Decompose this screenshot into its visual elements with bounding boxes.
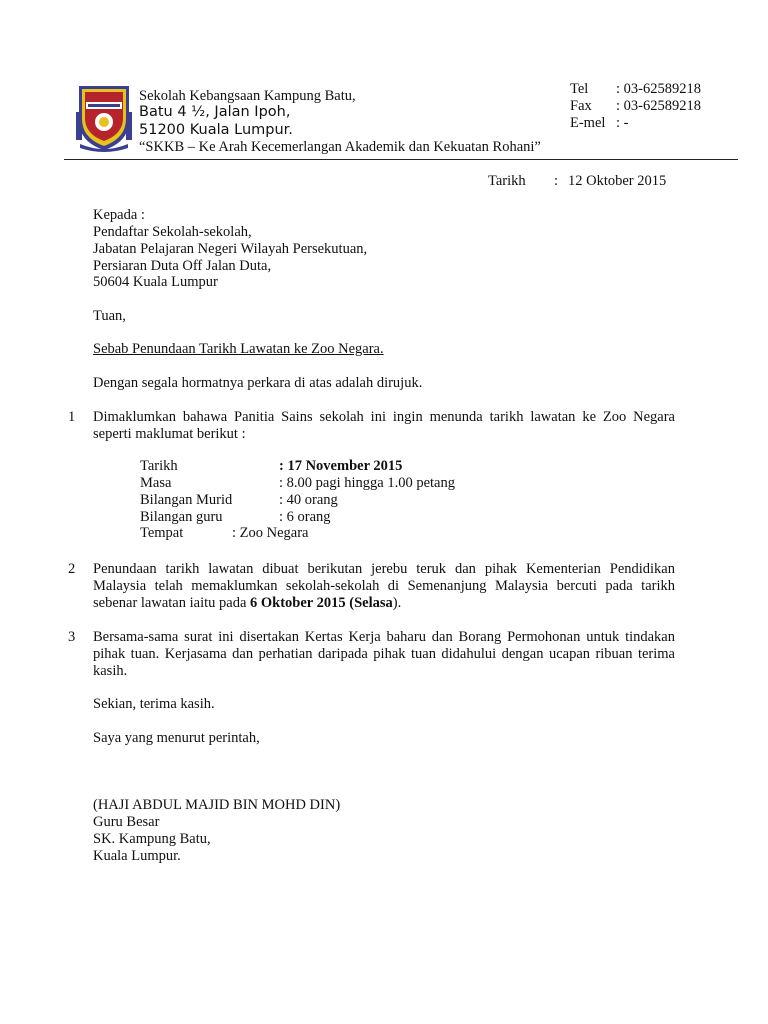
paragraph-number: 3 [68, 629, 76, 645]
detail-value: : 6 orang [279, 509, 331, 525]
paragraph-number: 1 [68, 409, 76, 425]
contact-email [570, 115, 628, 132]
address-line-1: Batu 4 ½, Jalan Ipoh, [139, 104, 291, 120]
signatory-name: (HAJI ABDUL MAJID BIN MOHD DIN) [93, 797, 341, 813]
paragraph-2 [93, 561, 675, 612]
closing-yours: Saya yang menurut perintah, [93, 730, 260, 746]
contact-value: : 03-62589218 [616, 81, 701, 97]
date-label: Tarikh [488, 173, 526, 189]
date-separator: : [554, 173, 559, 189]
paragraph-text: ). [392, 595, 402, 611]
closing-thanks: Sekian, terima kasih. [93, 696, 215, 712]
signatory-title: Guru Besar [93, 814, 160, 830]
header-divider [64, 159, 738, 160]
recipient-line: Persiaran Duta Off Jalan Duta, [93, 258, 272, 274]
paragraph-1: Dimaklumkan bahawa Panitia Sains sekolah ini ingin menunda tarikh lawatan ke Zoo Negara seperti maklumat berikut : [93, 409, 675, 442]
date-value: 12 Oktober 2015 [568, 173, 667, 189]
contact-label: E-mel [570, 115, 606, 131]
detail-label: Tempat [140, 525, 184, 541]
recipient-label: Kepada : [93, 207, 145, 223]
contact-value: : - [616, 115, 629, 131]
contact-label: Tel [570, 81, 589, 97]
paragraph-number: 2 [68, 561, 76, 577]
paragraph-3: Bersama-sama surat ini disertakan Kertas Kerja baharu dan Borang Permohonan untuk tindakan pihak tuan. Kerjasama dan perhatian daripada pihak tuan didahului dengan ucapan ribuan terima kasih. [93, 629, 675, 679]
bold-date: 6 Oktober 2015 [250, 595, 346, 611]
detail-value: : 17 November 2015 [279, 458, 403, 474]
recipient-line: Pendaftar Sekolah-sekolah, [93, 224, 252, 240]
detail-label: Bilangan Murid [140, 492, 233, 508]
school-motto: “SKKB – Ke Arah Kecemerlangan Akademik dan Kekuatan Rohani” [139, 139, 541, 155]
school-crest-icon [76, 82, 132, 152]
subject-line: Sebab Penundaan Tarikh Lawatan ke Zoo Negara. [93, 341, 384, 357]
contact-label: Fax [570, 98, 592, 114]
opening-line: Dengan segala hormatnya perkara di atas adalah dirujuk. [93, 375, 423, 391]
detail-label: Bilangan guru [140, 509, 223, 525]
contact-tel [570, 81, 701, 98]
address-line-2: 51200 Kuala Lumpur. [139, 122, 293, 138]
school-name: Sekolah Kebangsaan Kampung Batu, [139, 88, 356, 104]
greeting: Tuan, [93, 308, 126, 324]
bold-day: (Selasa [349, 595, 393, 611]
contact-value: : 03-62589218 [616, 98, 701, 114]
contact-fax [570, 98, 701, 115]
signatory-school: SK. Kampung Batu, [93, 831, 211, 847]
detail-value: : Zoo Negara [232, 525, 309, 541]
detail-value: : 8.00 pagi hingga 1.00 petang [279, 475, 455, 491]
recipient-line: 50604 Kuala Lumpur [93, 274, 218, 290]
paragraph-text: Penundaan tarikh lawatan dibuat berikutan jerebu teruk dan pihak Kementerian Pendidikan Malaysia telah memaklumkan sekolah-sekolah di Semenanjung Malaysia bercuti pada tarikh sebenar lawatan iaitu pada [93, 561, 675, 611]
detail-value: : 40 orang [279, 492, 338, 508]
detail-label: Masa [140, 475, 172, 491]
detail-label: Tarikh [140, 458, 178, 474]
signatory-city: Kuala Lumpur. [93, 848, 181, 864]
recipient-line: Jabatan Pelajaran Negeri Wilayah Persekutuan, [93, 241, 368, 257]
